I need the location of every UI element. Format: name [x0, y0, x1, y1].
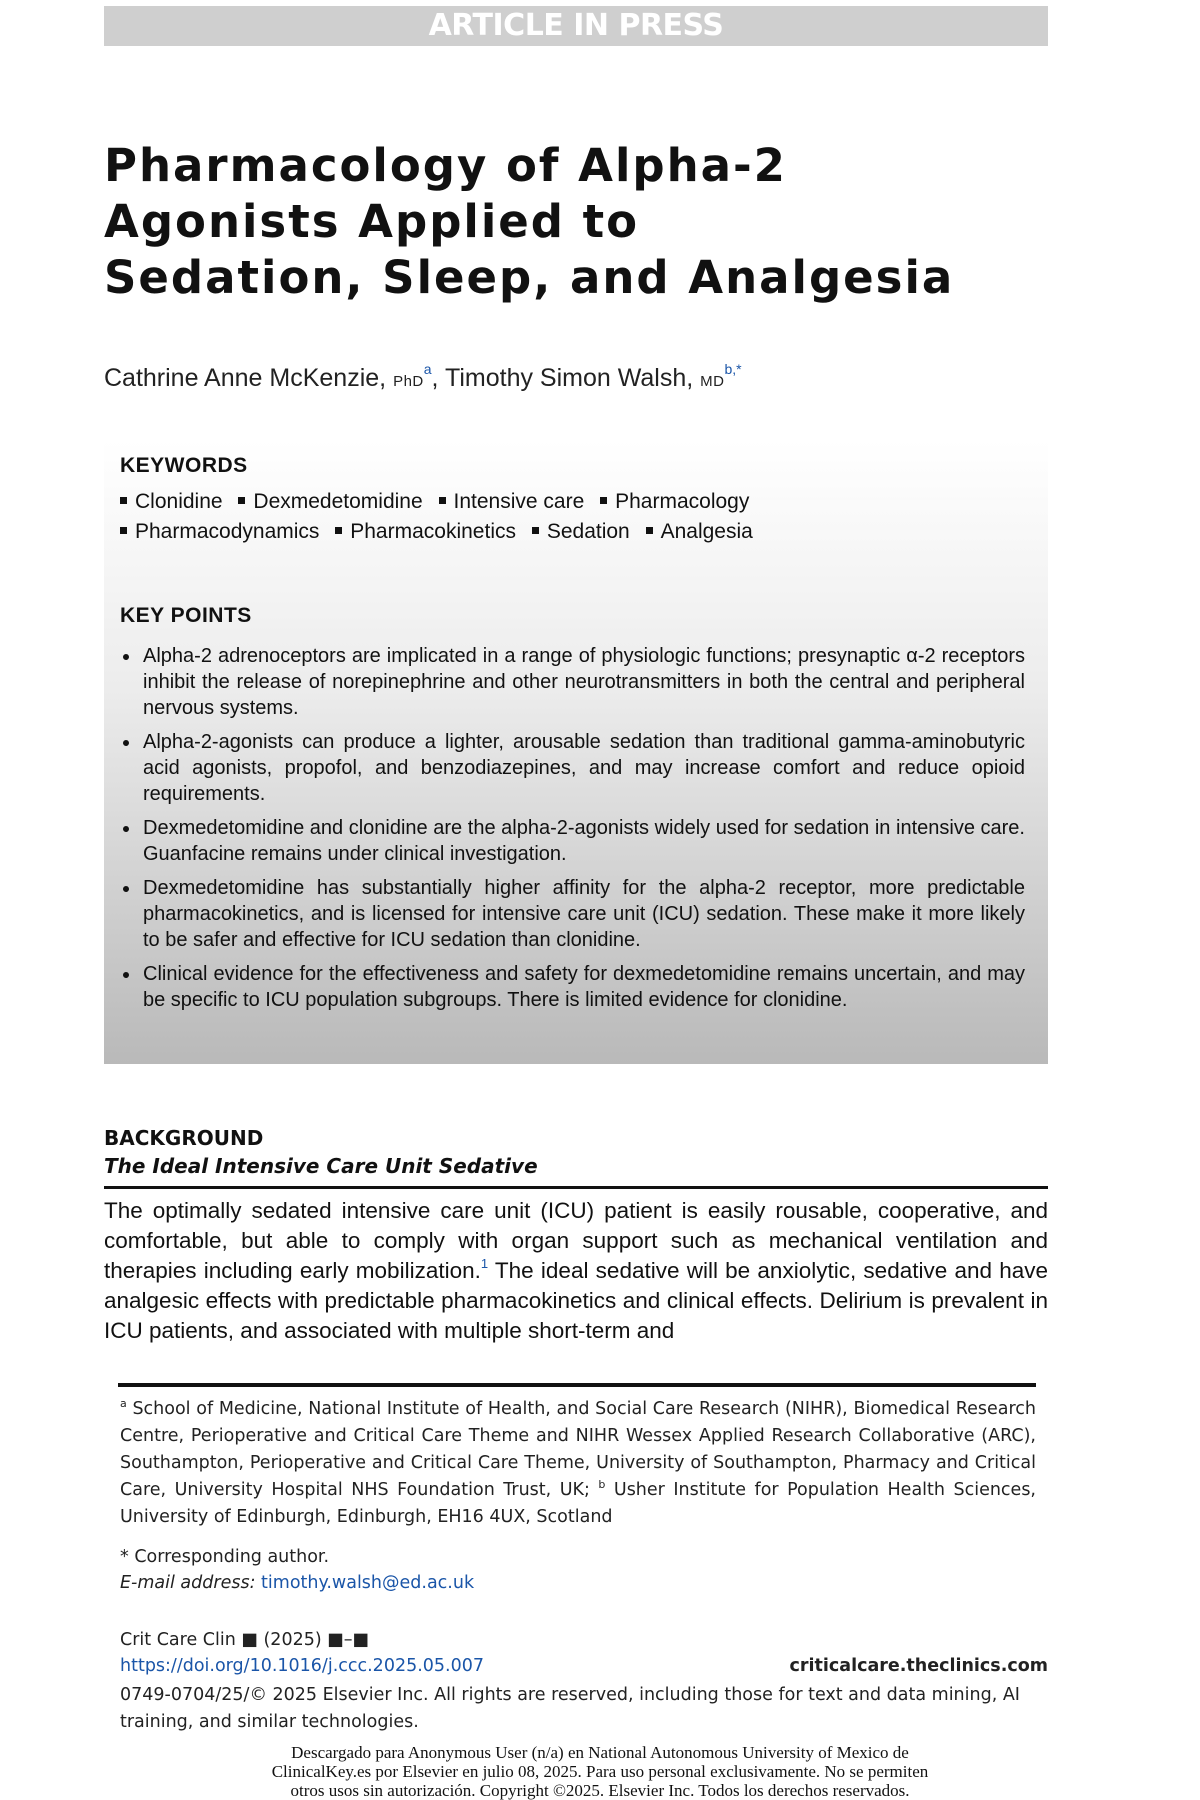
- author-name: Cathrine Anne McKenzie,: [104, 364, 394, 392]
- key-point-item: Dexmedetomidine and clonidine are the alpha-2-agonists widely used for sedation in intensive care. Guanfacine remains under clinical investigation.: [120, 815, 1025, 867]
- journal-citation: Crit Care Clin ■ (2025) ■–■: [120, 1630, 370, 1650]
- keyword: Sedation: [546, 520, 630, 543]
- key-point-item: Dexmedetomidine has substantially higher affinity for the alpha-2 receptor, more predictable pharmacokinetics, and is licensed for intensive care unit (ICU) sedation. These make it more likely to be safer and effective for ICU sedation than clonidine.: [120, 875, 1025, 953]
- affiliations: [120, 1396, 1036, 1531]
- email-line: [120, 1573, 474, 1593]
- body-text: The ideal sedative will be anxiolytic, sedative and have analgesic effects with predictable pharmacokinetics and clinical effects. Delirium is prevalent in ICU patients, and associated with multiple short-term and: [104, 1258, 1049, 1343]
- key-point-item: Alpha-2 adrenoceptors are implicated in a range of physiologic functions; presynaptic α-2 receptors inhibit the release of norepinephrine and other neurotransmitters in both the central and peripheral nervous systems.: [120, 643, 1025, 721]
- affiliation-text: Usher Institute for Population Health Sciences, University of Edinburgh, Edinburgh, EH16 4UX, Scotland: [120, 1480, 1036, 1527]
- affiliation-marker: a: [120, 1397, 127, 1410]
- journal-site: criticalcare.theclinics.com: [789, 1656, 1048, 1676]
- key-point-item: Clinical evidence for the effectiveness and safety for dexmedetomidine remains uncertain, and may be specific to ICU population subgroups. There is limited evidence for clonidine.: [120, 961, 1025, 1013]
- doi-link[interactable]: https://doi.org/10.1016/j.ccc.2025.05.007: [120, 1656, 485, 1676]
- download-notice-line: ClinicalKey.es por Elsevier en julio 08, 2025. Para uso personal exclusivamente. No se permiten: [271, 1762, 929, 1781]
- bullet-square-icon: [120, 527, 127, 534]
- bullet-square-icon: [120, 497, 127, 504]
- reference-link[interactable]: 1: [480, 1256, 489, 1271]
- keyword: Pharmacokinetics: [350, 520, 516, 543]
- key-point-item: Alpha-2-agonists can produce a lighter, arousable sedation than traditional gamma-aminobutyric acid agonists, propofol, and benzodiazepines, and may increase comfort and reduce opioid requirements.: [120, 729, 1025, 807]
- bullet-square-icon: [439, 497, 446, 504]
- keyword: Pharmacodynamics: [135, 520, 320, 543]
- bullet-square-icon: [532, 527, 539, 534]
- section-heading: BACKGROUND: [104, 1126, 264, 1150]
- download-notice-line: otros usos sin autorización. Copyright ©2025. Elsevier Inc. Todos los derechos reservados.: [290, 1781, 910, 1800]
- keywords-line: [120, 490, 759, 514]
- bullet-square-icon: [600, 497, 607, 504]
- copyright-notice: 0749-0704/25/© 2025 Elsevier Inc. All rights are reserved, including those for text and data mining, AI training, and similar technologies.: [120, 1685, 1020, 1732]
- keyword: Intensive care: [453, 490, 585, 513]
- title-line: Pharmacology of Alpha-2: [104, 139, 787, 192]
- title-line: Sedation, Sleep, and Analgesia: [104, 251, 955, 304]
- affiliation-link[interactable]: a: [423, 361, 432, 377]
- abstract-box: [104, 440, 1048, 1064]
- title-line: Agonists Applied to: [104, 195, 640, 248]
- keyword: Analgesia: [660, 520, 753, 543]
- affiliation-text: School of Medicine, National Institute of Health, and Social Care Research (NIHR), Biomedical Research Centre, Perioperative and Critical Care Theme and NIHR Wessex Applied Research Collaborative (ARC), Southampton, Perioperative and Critical Care Theme, University of Southampton, Pharmacy and Critical Care, University Hospital NHS Foundation Trust, UK;: [120, 1399, 1036, 1500]
- author-separator: ,: [431, 364, 445, 392]
- author-name: Timothy Simon Walsh,: [445, 364, 701, 392]
- subsection-heading: The Ideal Intensive Care Unit Sedative: [104, 1154, 538, 1178]
- bullet-square-icon: [238, 497, 245, 504]
- body-text: The optimally sedated intensive care unit (ICU) patient is easily rousable, cooperative, and comfortable, but able to comply with organ support such as mechanical ventilation and therapies including early mobilization.: [104, 1198, 1048, 1283]
- keyword: Pharmacology: [615, 490, 750, 513]
- download-notice: [180, 1743, 1020, 1800]
- footnote-rule: [118, 1383, 1036, 1387]
- key-points-heading: KEY POINTS: [120, 604, 252, 627]
- section-rule: [104, 1186, 1048, 1189]
- author-list: [104, 362, 742, 398]
- bullet-square-icon: [646, 527, 653, 534]
- author-credential: MD: [700, 373, 725, 390]
- bullet-square-icon: [335, 527, 342, 534]
- keyword: Dexmedetomidine: [253, 490, 423, 513]
- affiliation-marker: b: [598, 1478, 606, 1491]
- corresponding-author-note: * Corresponding author.: [120, 1547, 330, 1567]
- email-label: E-mail address:: [120, 1573, 256, 1593]
- affiliation-link[interactable]: b,*: [724, 361, 742, 377]
- keyword: Clonidine: [135, 490, 223, 513]
- download-notice-line: Descargado para Anonymous User (n/a) en National Autonomous University of Mexico de: [291, 1743, 909, 1762]
- keywords-heading: KEYWORDS: [120, 454, 248, 477]
- keywords-line: [120, 520, 763, 544]
- email-link[interactable]: timothy.walsh@ed.ac.uk: [261, 1573, 475, 1593]
- body-paragraph: [104, 1196, 1048, 1346]
- key-points-list: [120, 643, 1025, 1021]
- author-credential: PhD: [393, 373, 424, 390]
- article-in-press-banner: ARTICLE IN PRESS: [104, 6, 1048, 46]
- article-title: [104, 138, 1084, 306]
